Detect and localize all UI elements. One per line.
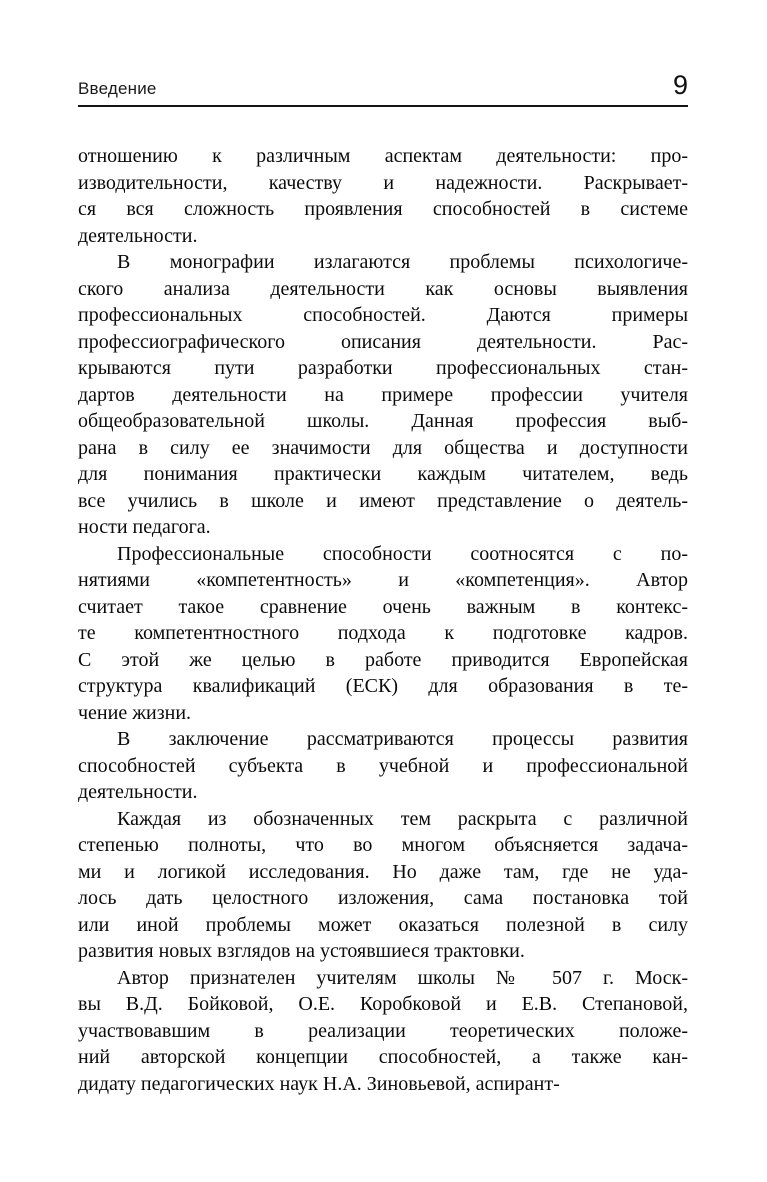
- text-line: ности педагога.: [78, 516, 211, 538]
- text-line: для понимания практически каждым читателем, ведь: [78, 463, 688, 485]
- text-line: профессиографического описания деятельности. Рас-: [78, 330, 688, 353]
- text-line: ся вся сложность проявления способностей в системе: [78, 198, 688, 220]
- text-line: те компетентностного подхода к подготовке кадров.: [78, 622, 688, 644]
- text-line: лось дать целостного изложения, сама постановка той: [78, 887, 688, 909]
- text-line: считает такое сравнение очень важным в контекс-: [78, 595, 688, 618]
- text-line: В монографии излагаются проблемы психологиче-: [117, 251, 688, 273]
- text-line: В заключение рассматриваются процессы развития: [117, 728, 688, 750]
- text-line: изводительности, качеству и надежности. Раскрывает-: [78, 171, 688, 194]
- text-line: отношению к различным аспектам деятельности: про-: [78, 145, 688, 167]
- running-title: Введение: [78, 79, 157, 98]
- text-line: или иной проблемы может оказаться полезной в силу: [78, 913, 688, 936]
- text-line: участвовавшим в реализации теоретических положе-: [78, 1019, 688, 1042]
- text-line: Профессиональные способности соотносятся с по-: [117, 542, 688, 565]
- text-line: все учились в школе и имеют представление о деятель-: [78, 489, 688, 512]
- text-line: чение жизни.: [78, 701, 192, 724]
- text-line: Каждая из обозначенных тем раскрыта с различной: [117, 807, 688, 830]
- text-line: профессиональных способностей. Даются примеры: [78, 304, 688, 326]
- text-line: структура квалификаций (ЕСК) для образования в те-: [78, 675, 688, 697]
- text-line: С этой же целью в работе приводится Европейская: [78, 648, 688, 671]
- text-line: крываются пути разработки профессиональных стан-: [78, 357, 688, 379]
- text-body: [78, 143, 688, 1097]
- text-line: Автор признателен учителям школы № 507 г. Моск-: [117, 966, 688, 989]
- text-line: ний авторской концепции способностей, а также кан-: [78, 1046, 688, 1068]
- text-line: рана в силу ее значимости для общества и доступности: [78, 436, 688, 459]
- page-header: [78, 72, 688, 107]
- text-line: дартов деятельности на примере профессии учителя: [78, 383, 688, 406]
- text-line: способностей субъекта в учебной и профессиональной: [78, 754, 688, 777]
- page-number: 9: [672, 70, 688, 100]
- text-line: развития новых взглядов на устоявшиеся трактовки.: [78, 940, 525, 962]
- text-line: нятиями «компетентность» и «компетенция». Автор: [78, 569, 688, 591]
- text-line: ского анализа деятельности как основы выявления: [78, 277, 688, 300]
- text-line: общеобразовательной школы. Данная профессия выб-: [78, 410, 688, 432]
- text-line: степенью полноты, что во многом объясняется задача-: [78, 834, 688, 856]
- text-line: дидату педагогических наук Н.А. Зиновьевой, аспирант-: [78, 1072, 560, 1095]
- text-line: деятельности.: [78, 781, 198, 803]
- text-line: деятельности.: [78, 224, 198, 247]
- text-line: ми и логикой исследования. Но даже там, где не уда-: [78, 860, 688, 883]
- text-line: вы В.Д. Бойковой, О.Е. Коробковой и Е.В. Степановой,: [78, 993, 688, 1015]
